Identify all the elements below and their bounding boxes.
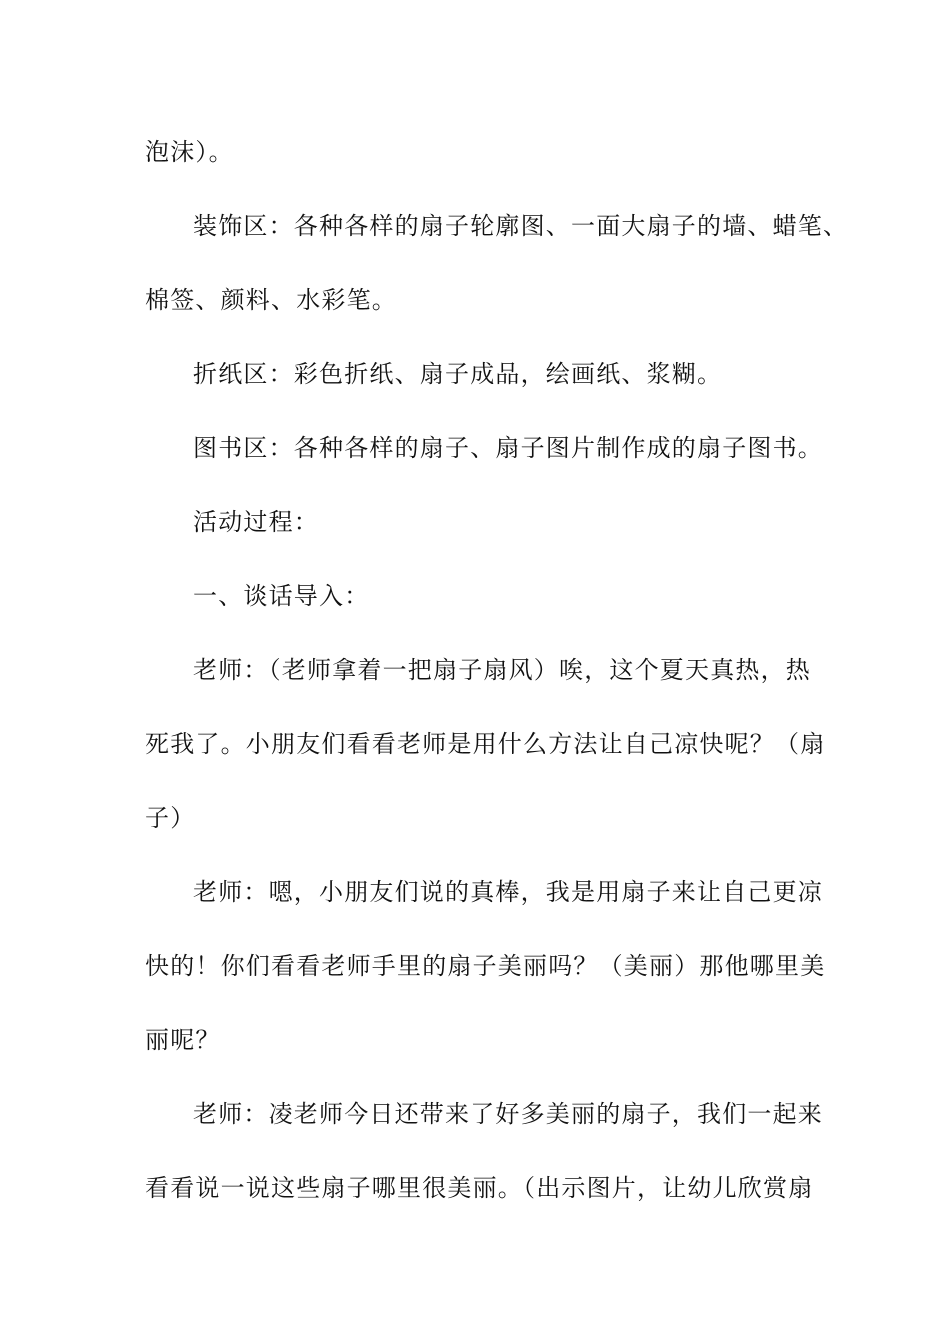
text-line-10: 子） <box>145 804 196 832</box>
section-heading-activity-process: 活动过程： <box>193 508 319 536</box>
paragraph-decoration-area: 装饰区：各种各样的扇子轮廓图、一面大扇子的墙、蜡笔、 <box>193 212 849 240</box>
paragraph-teacher-3: 老师：凌老师今日还带来了好多美丽的扇子，我们一起来 <box>193 1100 823 1128</box>
paragraph-teacher-1: 老师：（老师拿着一把扇子扇风）唉，这个夏天真热，热 <box>193 656 811 684</box>
text-line-12: 快的！你们看看老师手里的扇子美丽吗？（美丽）那他哪里美 <box>145 952 826 980</box>
paragraph-folding-area: 折纸区：彩色折纸、扇子成品，绘画纸、浆糊。 <box>193 360 723 388</box>
section-heading-introduction: 一、谈话导入： <box>193 582 370 610</box>
text-line-13: 丽呢？ <box>145 1026 221 1054</box>
text-line-1: 泡沫）。 <box>145 138 234 166</box>
text-line-3: 棉签、颜料、水彩笔。 <box>145 286 397 314</box>
text-line-9: 死我了。小朋友们看看老师是用什么方法让自己凉快呢？（扇 <box>145 730 826 758</box>
paragraph-book-area: 图书区：各种各样的扇子、扇子图片制作成的扇子图书。 <box>193 434 823 462</box>
text-line-15: 看看说一说这些扇子哪里很美丽。（出示图片，让幼儿欣赏扇 <box>145 1174 814 1202</box>
paragraph-teacher-2: 老师：嗯，小朋友们说的真棒，我是用扇子来让自己更凉 <box>193 878 823 906</box>
